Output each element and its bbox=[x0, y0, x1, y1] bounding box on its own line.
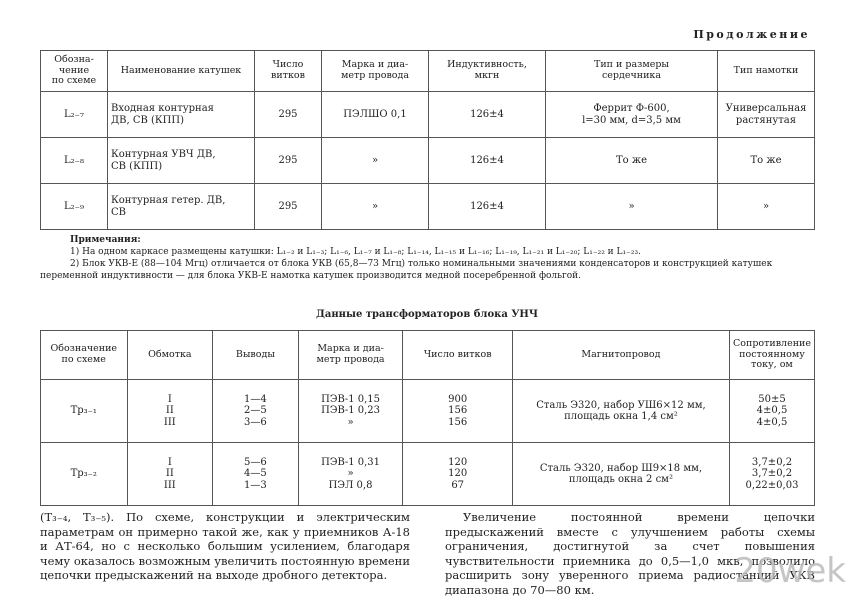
table-cell: 295 bbox=[255, 92, 322, 138]
table-cell: 3,7±0,2 3,7±0,2 0,22±0,03 bbox=[730, 443, 815, 506]
table-cell: Тр₃₋₁ bbox=[41, 380, 128, 443]
header-cell: Выводы bbox=[213, 331, 299, 380]
table-row bbox=[41, 92, 815, 138]
body-text-left: (T₃₋₄, T₃₋₅). По схеме, конструкции и электрическим параметрам он примерно такой же, как у приемников А-18 и АТ-64, но с несколько большим усилением, благодаря чему оказалось возможным увеличить постоянную времени цепочки предыскажений на выходе дробного детектора. bbox=[40, 510, 410, 582]
transformer-table-header bbox=[41, 331, 815, 380]
table-cell: L₂₋₉ bbox=[41, 184, 108, 230]
table-cell: » bbox=[322, 184, 429, 230]
table-cell: Тр₃₋₂ bbox=[41, 443, 128, 506]
note-2: 2) Блок УКВ-Е (88—104 Мгц) отличается от блока УКВ (65,8—73 Мгц) только номинальными значениями конденсаторов и конструкцией катушек переменной индуктивности — для блока УКВ-Е намотка катушек производится медной посеребренной фольгой. bbox=[40, 259, 773, 281]
table-cell: Универсальная растянутая bbox=[718, 92, 815, 138]
header-cell: Марка и диа- метр провода bbox=[298, 331, 403, 380]
table-cell: L₂₋₈ bbox=[41, 138, 108, 184]
table-row bbox=[41, 184, 815, 230]
table-cell: Сталь Э320, набор УШ6×12 мм, площадь окна 1,4 см² bbox=[512, 380, 729, 443]
table-cell: I II III bbox=[127, 443, 213, 506]
header-cell: Магнитопровод bbox=[512, 331, 729, 380]
header-cell: Марка и диа- метр провода bbox=[322, 51, 429, 92]
header-cell: Тип намотки bbox=[718, 51, 815, 92]
note-1: 1) На одном каркасе размещены катушки: L₁₋₂ и L₁₋₃; L₁₋₆, L₁₋₇ и L₁₋₈; L₁₋₁₄, L₁₋₁₅ и L₁₋₁₆; L₁₋₁₉, L₁₋₂₁ и L₁₋₂₀; L₁₋₂₂ и L₁₋₂₃. bbox=[70, 247, 641, 257]
table-cell: I II III bbox=[127, 380, 213, 443]
table-cell: ПЭЛШО 0,1 bbox=[322, 92, 429, 138]
header-cell: Обмотка bbox=[127, 331, 213, 380]
header-cell: Индуктивность, мкгн bbox=[429, 51, 546, 92]
table-cell: 120 120 67 bbox=[403, 443, 512, 506]
header-cell: Обозна- чение по схеме bbox=[41, 51, 108, 92]
body-text-right: Увеличение постоянной времени цепочки предыскажений вместе с улучшением работы схемы ограничения, достигнутой за счет повышения чувствительности приемника до 0,5—1,0 мкв, позволило расширить зону уверенного приема радиостанций УКВ диапазона до 70—80 км. bbox=[445, 510, 815, 597]
header-cell: Сопротивление постоянному току, ом bbox=[730, 331, 815, 380]
header-cell: Число витков bbox=[255, 51, 322, 92]
table-cell: То же bbox=[546, 138, 718, 184]
header-cell: Наименование катушек bbox=[108, 51, 255, 92]
table-cell: 5—6 4—5 1—3 bbox=[213, 443, 299, 506]
table-cell: » bbox=[546, 184, 718, 230]
table-cell: 900 156 156 bbox=[403, 380, 512, 443]
table-row bbox=[41, 443, 815, 506]
table-cell: 126±4 bbox=[429, 184, 546, 230]
table-cell: Контурная УВЧ ДВ, СВ (КПП) bbox=[108, 138, 255, 184]
table-cell: 295 bbox=[255, 184, 322, 230]
notes-block bbox=[40, 234, 815, 282]
transformer-table bbox=[40, 330, 815, 506]
continuation-label: Продолжение bbox=[693, 28, 810, 41]
table-cell: 126±4 bbox=[429, 92, 546, 138]
table-cell: То же bbox=[718, 138, 815, 184]
table-cell: L₂₋₇ bbox=[41, 92, 108, 138]
table-cell: Контурная гетер. ДВ, СВ bbox=[108, 184, 255, 230]
table-cell: ПЭВ-1 0,31 » ПЭЛ 0,8 bbox=[298, 443, 403, 506]
table-cell: Сталь Э320, набор Ш9×18 мм, площадь окна 2 см² bbox=[512, 443, 729, 506]
header-cell: Тип и размеры сердечника bbox=[546, 51, 718, 92]
table-cell: ПЭВ-1 0,15 ПЭВ-1 0,23 » bbox=[298, 380, 403, 443]
header-cell: Число витков bbox=[403, 331, 512, 380]
coil-table-header bbox=[41, 51, 815, 92]
table-cell: 1—4 2—5 3—6 bbox=[213, 380, 299, 443]
notes-title: Примечания: bbox=[70, 235, 141, 245]
table-cell: Входная контурная ДВ, СВ (КПП) bbox=[108, 92, 255, 138]
table-cell: 126±4 bbox=[429, 138, 546, 184]
table-cell: » bbox=[718, 184, 815, 230]
coil-table bbox=[40, 50, 815, 230]
watermark: 20wek bbox=[734, 551, 846, 591]
table-row bbox=[41, 138, 815, 184]
table2-title: Данные трансформаторов блока УНЧ bbox=[315, 309, 539, 320]
table-cell: 295 bbox=[255, 138, 322, 184]
table-row bbox=[41, 380, 815, 443]
header-cell: Обозначение по схеме bbox=[41, 331, 128, 380]
table-cell: » bbox=[322, 138, 429, 184]
table-cell: Феррит Ф-600, l=30 мм, d=3,5 мм bbox=[546, 92, 718, 138]
table-cell: 50±5 4±0,5 4±0,5 bbox=[730, 380, 815, 443]
